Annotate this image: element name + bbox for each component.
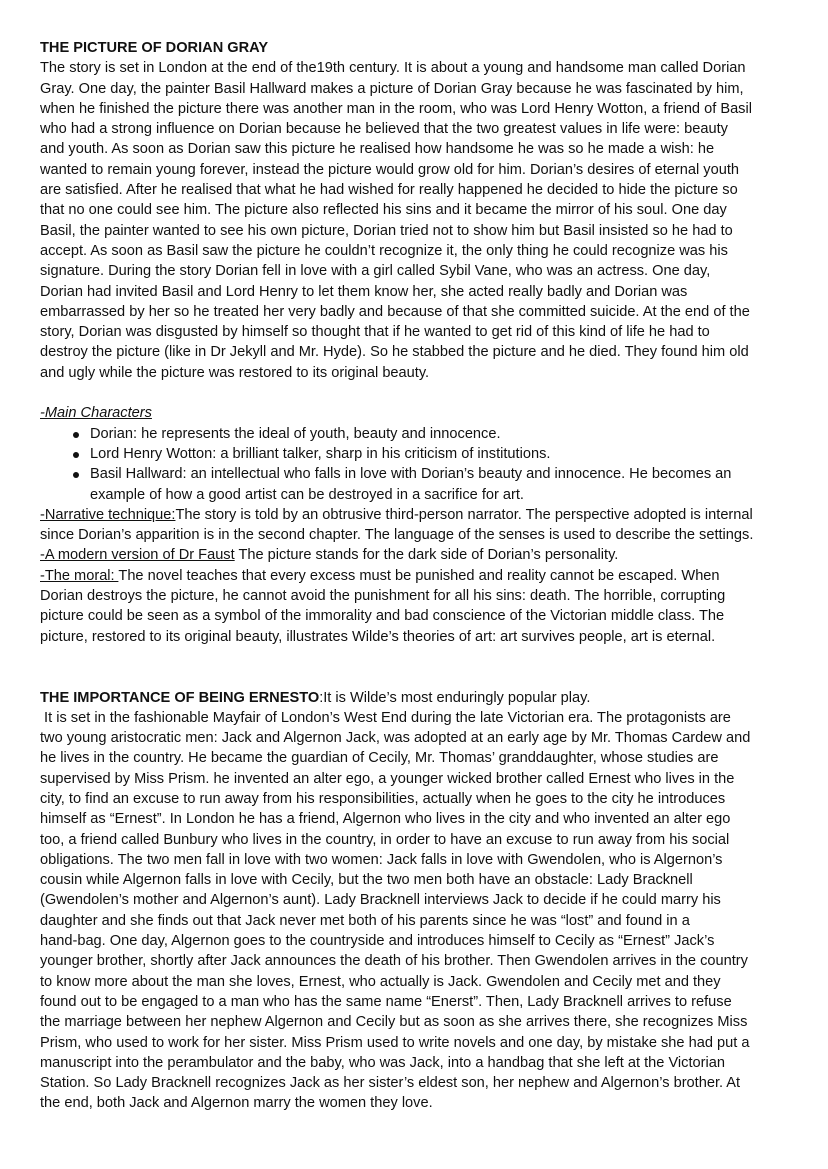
text-line: younger brother, shortly after Jack announces the death of his brother. Then Gwendolen arrives in the country bbox=[40, 953, 748, 970]
text-line: daughter and she finds out that Jack never met both of his parents since he was “lost” and found in a bbox=[40, 912, 690, 929]
characters-list bbox=[40, 424, 810, 505]
text-line: obligations. The two men fall in love with two women: Jack falls in love with Gwendolen, who is Algernon’s bbox=[40, 851, 723, 868]
dorian-title: THE PICTURE OF DORIAN GRAY bbox=[40, 40, 269, 56]
text-line: city, to find an excuse to run away from his responsibilities, actually when he goes to the city he introduces bbox=[40, 790, 726, 807]
text-line: supervised by Miss Prism. he invented an alter ego, a younger wicked brother called Ernest who lives in the bbox=[40, 770, 735, 787]
text-line: the end, both Jack and Algernon marry the women they love. bbox=[40, 1095, 433, 1112]
bullet-icon bbox=[73, 452, 79, 458]
text-line: himself as “Ernest”. In London he has a friend, Algernon who lives in the city and who invented an alter ego bbox=[40, 811, 731, 828]
bullet-icon bbox=[73, 432, 79, 438]
main-characters-heading: -Main Characters bbox=[40, 405, 152, 422]
text-line: embarrassed by her so he treated her very badly and because of that she committed suicide. At the end of the bbox=[40, 303, 750, 320]
text-line: found out to be engaged to a man who has the same name “Enerst”. Then, Lady Bracknell arrives to refuse bbox=[40, 993, 732, 1010]
character-text: Basil Hallward: an intellectual who falls in love with Dorian’s beauty and innocence. He becomes an bbox=[90, 466, 732, 483]
character-text: example of how a good artist can be destroyed in a sacrifice for art. bbox=[90, 486, 524, 503]
character-item bbox=[40, 444, 810, 464]
text-line: story, Dorian was disgusted by himself so thought that if he wanted to get rid of this kind of life he had to bbox=[40, 324, 710, 341]
dorian-summary bbox=[40, 58, 810, 383]
text-line: It is set in the fashionable Mayfair of London’s West End during the late Victorian era. The protagonists are bbox=[40, 709, 731, 726]
text-line: he lives in the country. He became the guardian of Cecily, Mr. Thomas’ granddaughter, whose studies are bbox=[40, 750, 719, 767]
text-line: Basil, the painter wanted to see his own picture, Dorian tried not to show him but Basil insisted so he had to bbox=[40, 222, 733, 239]
text-line: who had a strong influence on Dorian because he believed that the two greatest values in life were: beauty bbox=[40, 121, 728, 138]
text-line: when he finished the picture there was another man in the room, who was Lord Henry Wotton, a friend of Basil bbox=[40, 100, 752, 117]
text-line: The story is set in London at the end of the19th century. It is about a young and handsome man called Dorian bbox=[40, 60, 746, 77]
text-line: signature. During the story Dorian fell in love with a girl called Sybil Vane, who was an actress. One day, bbox=[40, 263, 711, 280]
character-item bbox=[40, 424, 810, 444]
text-line: accept. As soon as Basil saw the picture he couldn’t recognize it, the only thing he could recognize was his bbox=[40, 242, 728, 259]
text-line: Prism, who used to work for her sister. Miss Prism used to write novels and one day, by mistake she had put a bbox=[40, 1034, 750, 1051]
text-line: the marriage between her nephew Algernon and Cecily but as soon as she arrives there, she recognizes Miss bbox=[40, 1014, 748, 1031]
text-line: to know more about the man she loves, Ernest, who actually is Jack. Gwendolen and Cecily met and they bbox=[40, 973, 721, 990]
text-line: too, a friend called Bunbury who lives in the country, in order to have an excuse to run away from his social bbox=[40, 831, 730, 848]
text-line: manuscript into the perambulator and the baby, who was Jack, into a handbag that she left at the Victorian bbox=[40, 1054, 725, 1071]
character-item bbox=[40, 464, 810, 505]
text-line: wanted to remain young forever, instead the picture would grow old for him. Dorian’s desires of eternal youth bbox=[40, 161, 739, 178]
text-line: and youth. As soon as Dorian saw this picture he realised how handsome he was so he made a wish: he bbox=[40, 141, 715, 158]
text-line: hand-bag. One day, Algernon goes to the countryside and introduces himself to Cecily as “Ernest” Jack’s bbox=[40, 933, 715, 950]
text-line: Dorian had invited Basil and Lord Henry to let them know her, she acted really badly and Dorian was bbox=[40, 283, 688, 300]
text-line: (Gwendolen’s mother and Algernon’s aunt). Lady Bracknell interviews Jack to decide if he could marry his bbox=[40, 892, 721, 909]
narrative-technique: -Narrative technique:The story is told by an obtrusive third-person narrator. The perspective adopted is internal bbox=[40, 506, 753, 523]
document-page: THE PICTURE OF DORIAN GRAY The story is set in London at the end of the19th century. It is about a young and handsome man called Dorian Gray. One day, the painter Basil Hallward makes a picture of Dorian Gray because he was fascinated by him, when he finished the picture there was another man in the room, who was Lord Henry Wotton, a friend of Basil who had a strong influence on Dorian because he believed that the two greatest values in life were: beauty and youth. As soon as Dorian saw this picture he realised how handsome he was so he made a wish: he wanted to remain young forever, instead the picture would grow old for him. Dorian’s desires of eternal youth are satisfied. After he realised that what he had wished for really happened he decided to hide the picture so that no one could see him. The picture also reflected his sins and it became the mirror of his soul. One day Basil, the painter wanted to see his own picture, Dorian tried not to show him but Basil insisted so he had to accept. As soon as Basil saw the picture he couldn’t recognize it, the only thing he could recognize was his signature. During the story Dorian fell in love with a girl called Sybil Vane, who was an actress. One day, Dorian had invited Basil and Lord Henry to let them know her, she acted really badly and Dorian was embarrassed by her so he treated her very badly and because of that she committed suicide. At the end of the story, Dorian was disgusted by himself so thought that if he wanted to get rid of this kind of life he had to destroy the picture (like in Dr Jekyll and Mr. Hyde). So he stabbed the picture and he died. They found him old and ugly while the picture was restored to its original beauty. -Main Characters Dorian: he represents the ideal of youth, beauty and innocence. Lord Henry Wotton: a brilliant talker, sharp in his criticism of institutions. Basil Hallward: an intellectual who falls in love with Dorian’s beauty and innocence. He becomes an example of how a good artist can be destroyed in a sacrifice for art. -Narrative technique:The story is told by an obtrusive third-person narrator. The perspective adopted is internal since Dorian’s apparition is in the second chapter. The language of the senses is used to describe the settings. -A modern version of Dr Faust The picture stands for the dark side of Dorian’s personality. -The moral: The novel teaches that every excess must be punished and reality cannot be escaped. When Dorian destroys the picture, he cannot avoid the punishment for all his sins: death. The horrible, corrupting picture could be seen as a symbol of the immorality and bad conscience of the Victorian middle class. The picture, restored to its original beauty, illustrates Wilde’s theories of art: art survives people, art is eternal. THE IMPORTANCE OF BEING ERNESTO:It is Wilde’s most enduringly popular play. It is set in the fashionable Mayfair of London’s West End during the late Victorian era. The protagonists are two young aristocratic men: Jack and Algernon Jack, was adopted at an early age by Mr. Thomas Cardew and he lives in the country. He became the guardian of Cecily, Mr. Thomas’ granddaughter, whose studies are supervised by Miss Prism. he invented an alter ego, a younger wicked brother called Ernest who lives in the city, to find an excuse to run away from his responsibilities, actually when he goes to the city he introduces himself as “Ernest”. In London he has a friend, Algernon who lives in the city and who invented an alter ego too, a friend called Bunbury who lives in the country, in order to have an excuse to run away from his social obligations. The two men fall in love with two women: Jack falls in love with Gwendolen, who is Algernon’s cousin while Algernon falls in love with Cecily, but the two men both have an obstacle: Lady Bracknell (Gwendolen’s mother and Algernon’s aunt). Lady Bracknell interviews Jack to decide if he could marry his daughter and she finds out that Jack never met both of his parents since he was “lost” and found in a hand-bag. One day, Algernon goes to the countryside and introduces himself to Cecily as “Ernest” Jack’s younger brother, shortly after Jack announces the death of his brother. Then Gwendolen arrives in the country to know more about the man she loves, Ernest, who actually is Jack. Gwendolen and Cecily met and they found out to be engaged to a man who has the same name “Enerst”. Then, Lady Bracknell arrives to refuse the marriage between her nephew Algernon and Cecily but as soon as she arrives there, she recognizes Miss Prism, who used to work for her sister. Miss Prism used to write novels and one day, by mistake she had put a manuscript into the perambulator and the baby, who was Jack, into a handbag that she left at the Victorian Station. So Lady Bracknell recognizes Jack as her sister’s eldest son, her nephew and Algernon’s brother. At the end, both Jack and Algernon marry the women they love. bbox=[40, 38, 810, 1114]
character-text: Lord Henry Wotton: a brilliant talker, sharp in his criticism of institutions. bbox=[90, 445, 551, 462]
text-line: two young aristocratic men: Jack and Algernon Jack, was adopted at an early age by Mr. Thomas Cardew and bbox=[40, 730, 751, 747]
text-line: that no one could see him. The picture also reflected his sins and it became the mirror of his soul. One day bbox=[40, 202, 727, 219]
text-line: cousin while Algernon falls in love with Cecily, but the two men both have an obstacle: Lady Bracknell bbox=[40, 872, 693, 889]
ernesto-summary bbox=[40, 708, 810, 1114]
text-line: are satisfied. After he realised that what he had wished for really happened he decided to hide the picture so bbox=[40, 182, 738, 199]
character-text: Dorian: he represents the ideal of youth, beauty and innocence. bbox=[90, 425, 501, 442]
text-line: Station. So Lady Bracknell recognizes Jack as her sister’s eldest son, her nephew and Algernon’s brother. At bbox=[40, 1075, 741, 1092]
text-line: destroy the picture (like in Dr Jekyll and Mr. Hyde). So he stabbed the picture and he died. They found him old bbox=[40, 344, 749, 361]
ernesto-title: THE IMPORTANCE OF BEING ERNESTO:It is Wilde’s most enduringly popular play. bbox=[40, 689, 591, 706]
moral-section: -The moral: The novel teaches that every excess must be punished and reality cannot be escaped. When bbox=[40, 567, 720, 584]
text-line: and ugly while the picture was restored to its original beauty. bbox=[40, 364, 430, 381]
bullet-icon bbox=[73, 472, 79, 478]
faust-section: -A modern version of Dr Faust The picture stands for the dark side of Dorian’s personality. bbox=[40, 547, 619, 564]
text-line: Gray. One day, the painter Basil Hallward makes a picture of Dorian Gray because he was fascinated by him, bbox=[40, 80, 744, 97]
